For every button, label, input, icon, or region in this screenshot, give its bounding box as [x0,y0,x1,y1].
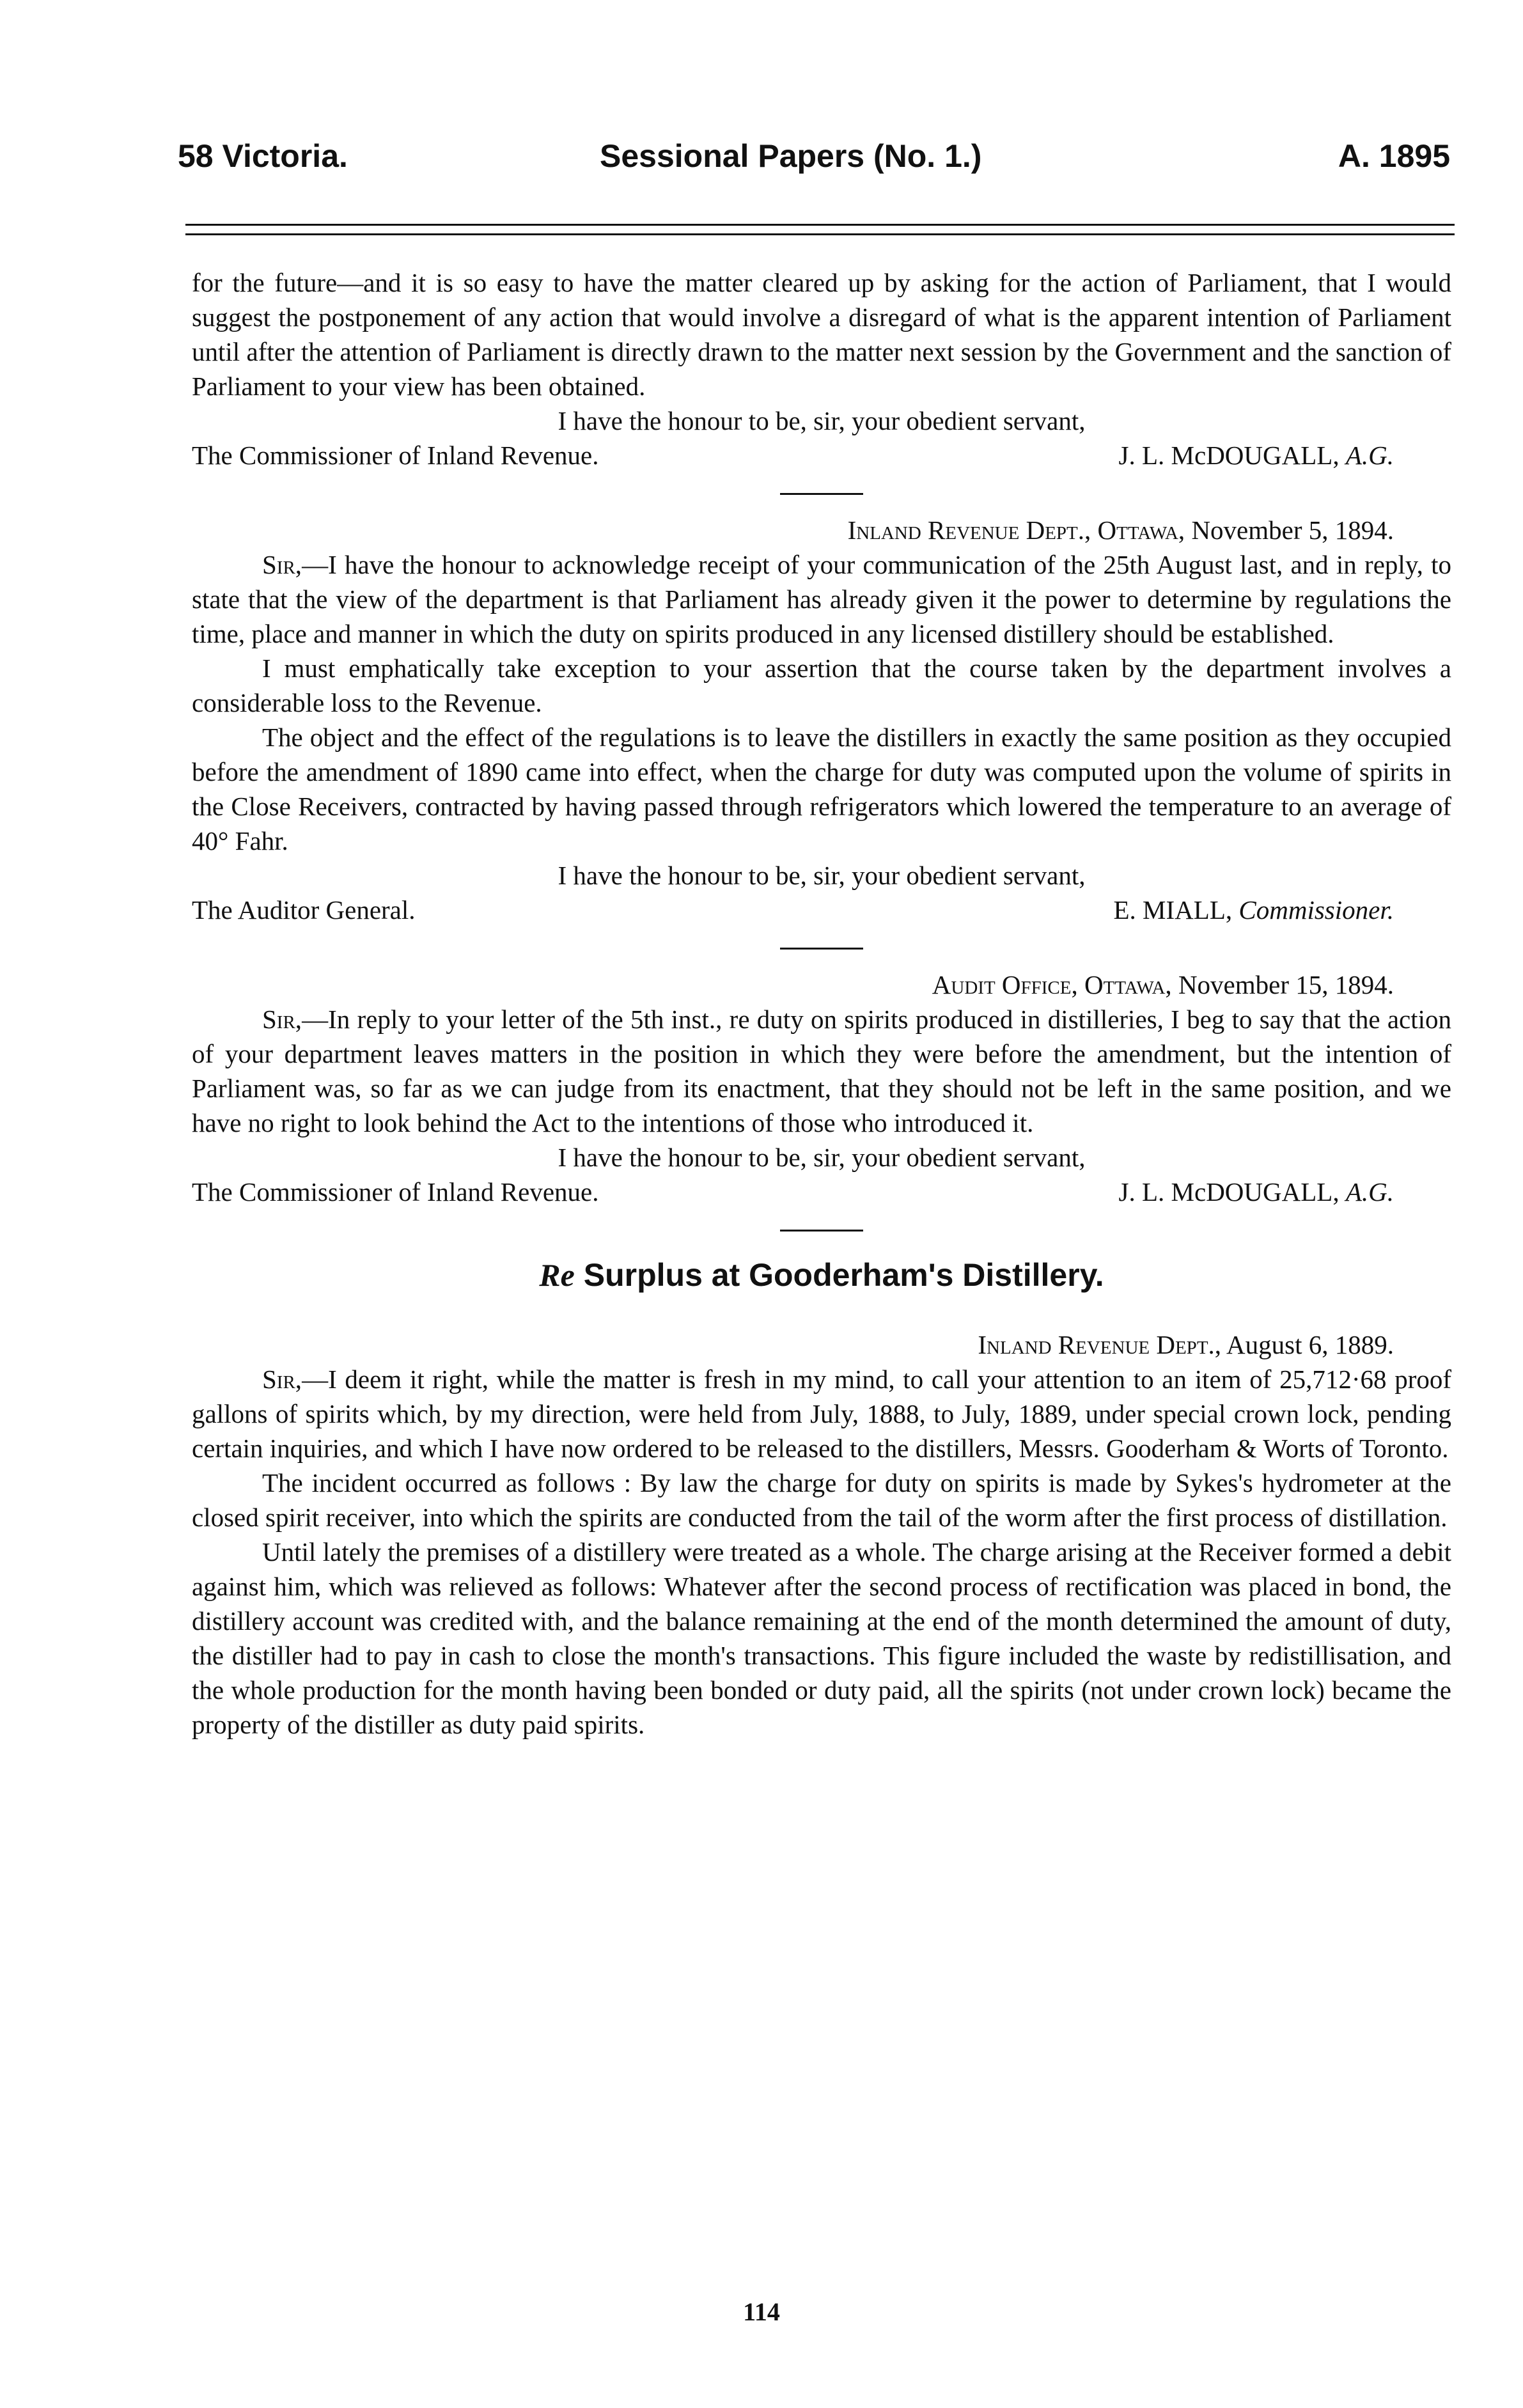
letter-closing: I have the honour to be, sir, your obedient servant, [558,406,1086,435]
dateline-date: November 5, 1894. [1191,515,1394,545]
signer-name: E. MIALL, [1113,895,1233,925]
signer-title: A.G. [1345,441,1394,470]
salutation: Sir, [262,1364,302,1394]
section-divider [780,493,863,495]
dateline-place: Inland Revenue Dept., Ottawa, [847,515,1185,545]
paragraph-text: —In reply to your letter of the 5th inst., re duty on spirits produced in distilleries, I beg to say that the action of your department leaves matters in the position in which they were before the amendment, but the intention of Parliament was, so far as we can judge from its enactment, that they should not be left in the same position, and we have no right to look behind the Act to the intentions of those who introduced it. [192,1005,1451,1138]
dateline-date: August 6, 1889. [1226,1329,1394,1359]
paragraph-text: —I deem it right, while the matter is fresh in my mind, to call your attention to an item of 25,712·68 proof gallons of spirits which, by my direction, were held from July, 1888, to July, 1889, under special crown lock, pending certain inquiries, and which I have now ordered to be released to the distillers, Messrs. Gooderham & Worts of Toronto. [192,1364,1451,1463]
signature-row [192,893,1451,930]
section-title-re: Re [539,1257,575,1293]
signer-title: Commissioner. [1238,895,1394,925]
section-title [192,1249,1451,1301]
signature [1114,893,1394,927]
letter-paragraph [192,547,1451,651]
dateline-place: Inland Revenue Dept., [978,1329,1222,1359]
header-session: 58 Victoria. [178,138,348,174]
signature-row [192,438,1451,475]
header-publication: Sessional Papers (No. 1.) [600,138,982,174]
section-title-text: Surplus at Gooderham's Distillery. [583,1257,1104,1293]
page-number: 114 [743,2297,780,2326]
signer-name: J. L. McDOUGALL, [1118,441,1339,470]
running-header [178,137,1450,182]
letter-paragraph: I must emphatically take exception to your assertion that the course taken by the department involves a considerable loss to the Revenue. [192,653,1451,717]
header-year: A. 1895 [1338,138,1450,174]
header-double-rule [185,224,1455,235]
letter-paragraph [192,1002,1451,1140]
dateline-place: Audit Office, Ottawa, [932,970,1172,999]
letter-paragraph: Until lately the premises of a distillery were treated as a whole. The charge arising at the Receiver formed a debit against him, which was relieved as follows: Whatever after the second process of rectification was placed in bond, the distillery account was credited with, and the balance remaining at the end of the month determined the amount of duty, the distiller had to pay in cash to close the month's transactions. This figure included the waste by redistillisation, and the whole production for the month having been bonded or duty paid, all the spirits (not under crown lock) became the property of the distiller as duty paid spirits. [192,1536,1451,1739]
letter-auditor-general-continued [192,265,1451,475]
dateline [192,967,1451,1002]
letter-closing: I have the honour to be, sir, your obedient servant, [558,1143,1086,1172]
dateline-date: November 15, 1894. [1178,970,1394,999]
dateline [192,1327,1451,1362]
letter-paragraph: The incident occurred as follows : By law the charge for duty on spirits is made by Sykes's hydrometer at the closed spirit receiver, into which the spirits are conducted from the tail of the worm after the first process of distillation. [192,1467,1451,1532]
salutation: Sir, [262,550,302,579]
signature-row [192,1175,1451,1212]
addressee: The Commissioner of Inland Revenue. [192,1177,599,1207]
salutation: Sir, [262,1005,302,1034]
signer-name: J. L. McDOUGALL, [1118,1177,1339,1207]
page-body [192,265,1451,1742]
letter-closing: I have the honour to be, sir, your obedient servant, [558,861,1086,890]
signature [1119,1175,1394,1209]
addressee: The Auditor General. [192,895,416,925]
letter-inland-revenue-aug-6 [192,1327,1451,1742]
section-divider [780,948,863,950]
letter-paragraph: for the future—and it is so easy to have the matter cleared up by asking for the action of Parliament, that I would suggest the postponement of any action that would involve a disregard of what is the apparent intention of Parliament until after the attention of Parliament is directly drawn to the matter next session by the Government and the sanction of Parliament to your view has been obtained. [192,268,1451,401]
letter-paragraph [192,1362,1451,1466]
signature [1119,438,1394,473]
letter-inland-revenue-nov-5 [192,513,1451,930]
letter-paragraph: The object and the effect of the regulations is to leave the distillers in exactly the same position as they occupied before the amendment of 1890 came into effect, when the charge for duty was computed upon the volume of spirits in the Close Receivers, contracted by having passed through refrigerators which lowered the temperature to an average of 40° Fahr. [192,723,1451,856]
signer-title: A.G. [1345,1177,1394,1207]
paragraph-text: —I have the honour to acknowledge receipt of your communication of the 25th August last, and in reply, to state that the view of the department is that Parliament has already given it the power to determine by regulations the time, place and manner in which the duty on spirits produced in any licensed distillery should be established. [192,550,1451,648]
dateline [192,513,1451,547]
letter-audit-office-nov-15 [192,967,1451,1212]
addressee: The Commissioner of Inland Revenue. [192,441,599,470]
section-divider [780,1230,863,1231]
